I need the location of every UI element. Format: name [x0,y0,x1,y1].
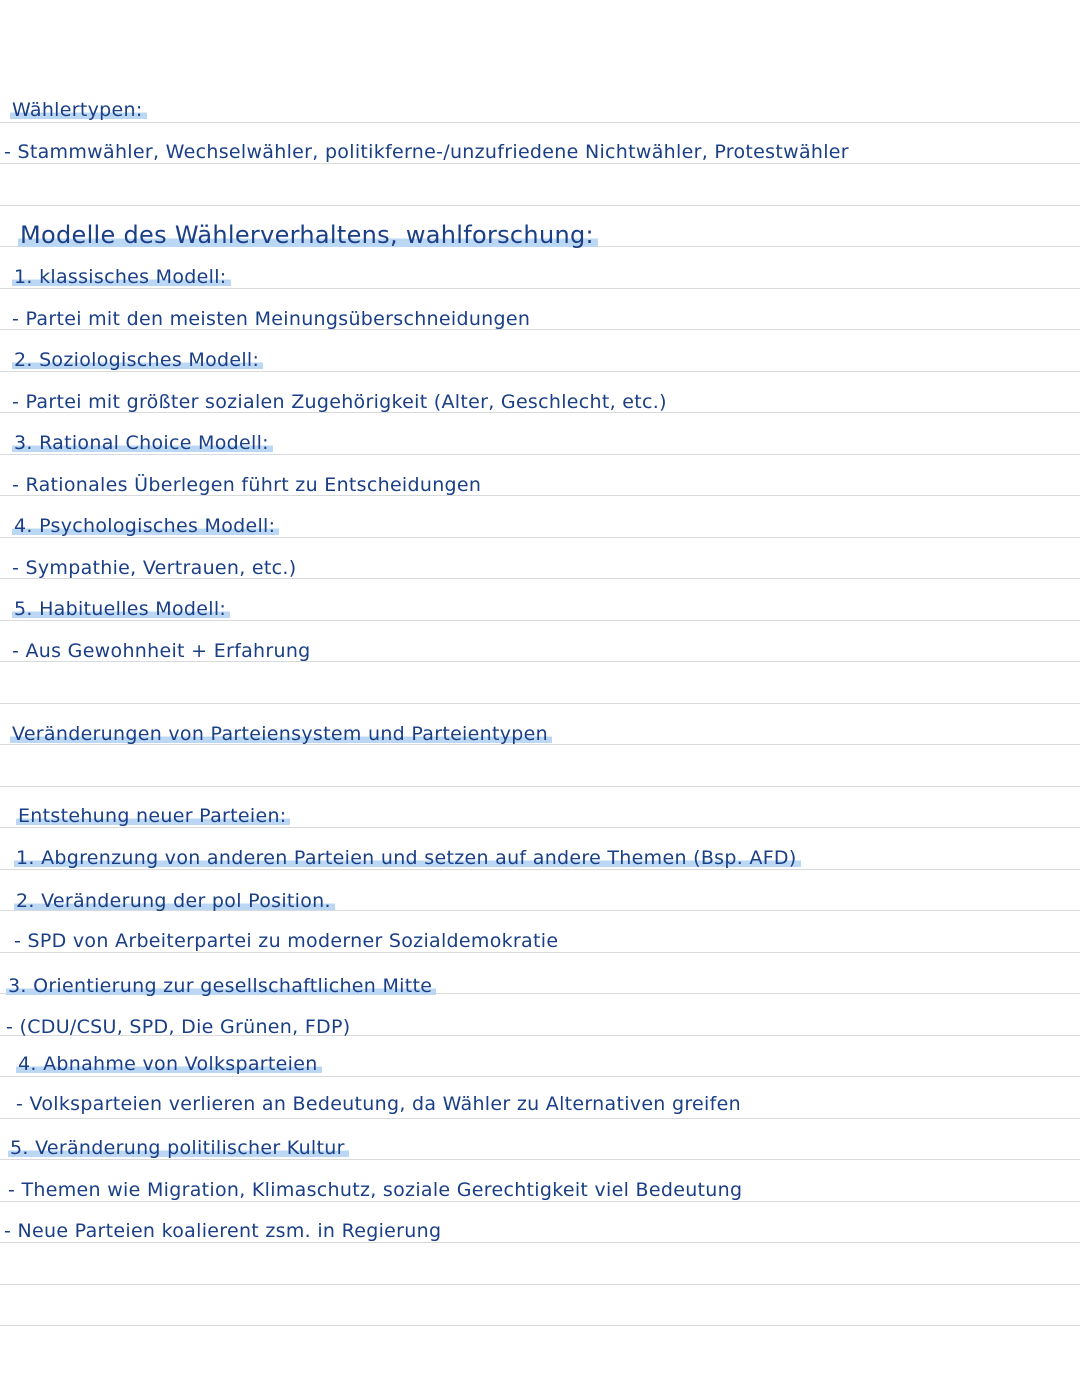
new-parties-point: 1. Abgrenzung von anderen Parteien und setzen auf andere Themen (Bsp. AFD) [14,845,801,871]
model-title: 4. Psychologisches Modell: [12,513,279,539]
new-parties-detail: - SPD von Arbeiterpartei zu moderner Sozialdemokratie [14,930,559,952]
model-detail: - Rationales Überlegen führt zu Entscheidungen [12,474,482,496]
model-title: 3. Rational Choice Modell: [12,430,273,456]
ruled-line [0,786,1080,787]
ruled-line [0,1284,1080,1285]
models-heading: Modelle des Wählerverhaltens, wahlforschung: [18,222,598,248]
model-detail: - Partei mit größter sozialen Zugehörigkeit (Alter, Geschlecht, etc.) [12,391,667,413]
new-parties-point: 4. Abnahme von Volksparteien [16,1051,322,1077]
new-parties-detail: - Volksparteien verlieren an Bedeutung, da Wähler zu Alternativen greifen [16,1093,741,1115]
ruled-line [0,205,1080,206]
model-detail: - Sympathie, Vertrauen, etc.) [12,557,297,579]
model-detail: - Aus Gewohnheit + Erfahrung [12,640,311,662]
new-parties-detail: - Themen wie Migration, Klimaschutz, soziale Gerechtigkeit viel Bedeutung [8,1179,743,1201]
new-parties-detail: - (CDU/CSU, SPD, Die Grünen, FDP) [6,1016,351,1038]
new-parties-point: 2. Veränderung der pol Position. [14,888,335,914]
new-parties-detail: - Neue Parteien koalierent zsm. in Regierung [4,1220,442,1242]
new-parties-point: 3. Orientierung zur gesellschaftlichen Mitte [6,973,436,999]
model-detail: - Partei mit den meisten Meinungsüberschneidungen [12,308,531,330]
ruled-line [0,703,1080,704]
voter-types-item: - Stammwähler, Wechselwähler, politikferne-/unzufriedene Nichtwähler, Protestwähler [4,141,849,163]
new-parties-point: 5. Veränderung politilischer Kultur [8,1135,349,1161]
changes-heading: Veränderungen von Parteiensystem und Parteientypen [10,721,552,747]
model-title: 1. klassisches Modell: [12,264,231,290]
new-parties-heading: Entstehung neuer Parteien: [16,803,290,829]
model-title: 5. Habituelles Modell: [12,596,230,622]
ruled-line [0,122,1080,123]
ruled-line [0,1325,1080,1326]
ruled-line [0,1118,1080,1119]
voter-types-heading: Wählertypen: [10,97,147,123]
model-title: 2. Soziologisches Modell: [12,347,263,373]
